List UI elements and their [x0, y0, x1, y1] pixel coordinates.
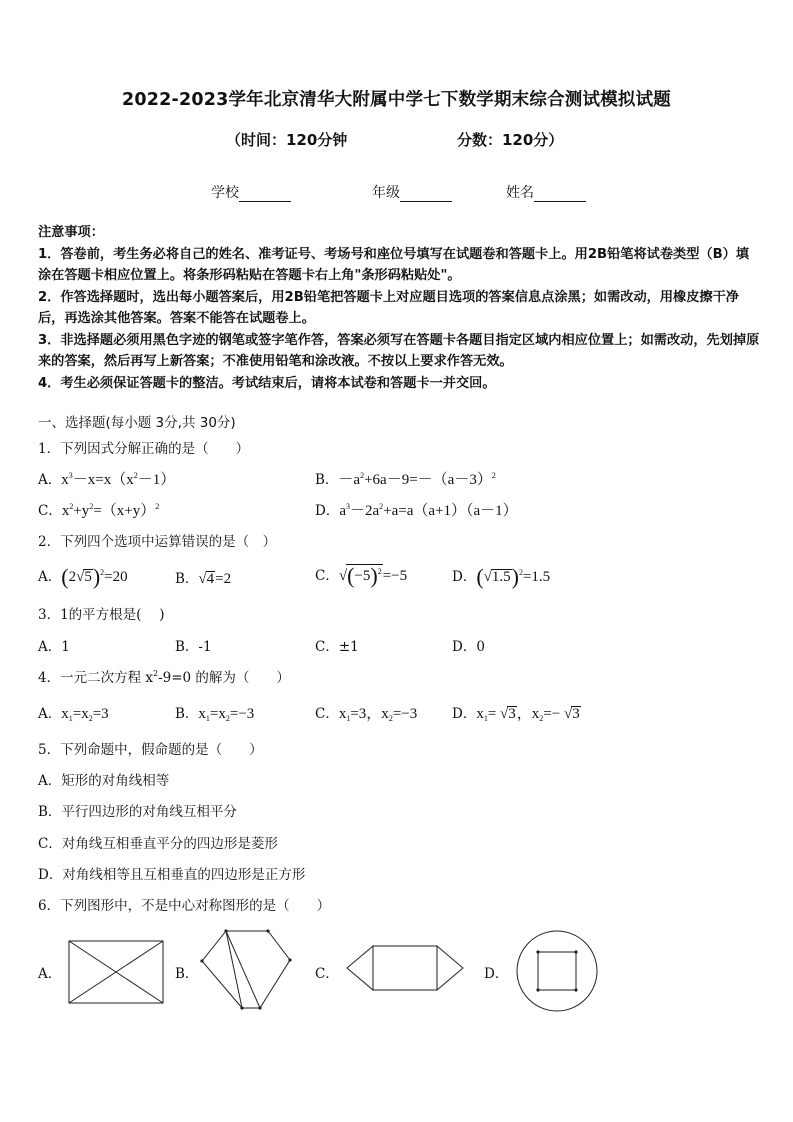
exam-time: （时间：120分钟 [226, 131, 348, 149]
q6-option-a-label: A． [38, 966, 62, 982]
q5-option-a: A．矩形的对角线相等 [38, 773, 170, 789]
figure-pentagon-fan [198, 928, 294, 1012]
q1-stem: 1．下列因式分解正确的是（ ） [38, 441, 250, 457]
q5-stem: 5．下列命题中，假命题的是（ ） [38, 742, 263, 758]
q5-option-c: C．对角线互相垂直平分的四边形是菱形 [38, 836, 278, 852]
school-blank [239, 187, 291, 202]
q4-option-c: C．$x_1=3$，$x_2=-3$ [315, 706, 418, 723]
q1-option-d: D．$a^3-2a^2+a=a(a+1)(a-1)$ [315, 502, 518, 519]
name-field [506, 182, 586, 202]
q6-option-b-label: B． [175, 966, 199, 982]
q2-stem: 2．下列四个选项中运算错误的是（ ） [38, 534, 277, 550]
q3-option-d: D．0 [452, 639, 485, 655]
section-heading: 一、选择题(每小题 3分,共 30分) [38, 415, 236, 431]
q3-option-b: B．-1 [175, 639, 212, 655]
q3-stem: 3．1的平方根是( ) [38, 607, 165, 623]
exam-title: 2022-2023学年北京清华大附属中学七下数学期末综合测试模拟试题 [122, 90, 671, 110]
notice-block [38, 222, 760, 394]
q6-option-d-label: D． [484, 966, 509, 982]
q5-option-d: D．对角线相等且互相垂直的四边形是正方形 [38, 867, 306, 883]
grade-blank [400, 187, 452, 202]
q1-option-a: A．$x^3-x=x(x^2-1)$ [38, 471, 176, 488]
q2-option-a: A．$(2√5)^2=20$ [38, 564, 128, 589]
name-blank [534, 187, 586, 202]
figure-rectangle-diagonals [66, 938, 166, 1006]
figure-rectangle-triangles [343, 940, 467, 996]
q3-option-c: C．±1 [315, 639, 359, 655]
name-label: 姓名 [506, 185, 534, 201]
q3-option-a: A．1 [38, 639, 70, 655]
notice-item-1: 1．答卷前，考生务必将自己的姓名、准考证号、考场号和座位号填写在试题卷和答题卡上。用2B铅笔将试卷类型（B）填涂在答题卡相应位置上。将条形码粘贴在答题卡右上角"条形码粘贴处"。 [38, 246, 750, 283]
q4-option-b: B．$x_1=x_2=-3$ [175, 706, 255, 723]
exam-score: 分数：120分） [457, 131, 564, 149]
notice-item-2: 2．作答选择题时，选出每小题答案后，用2B铅笔把答题卡上对应题目选项的答案信息点涂黑；如需改动，用橡皮擦干净后，再选涂其他答案。答案不能答在试题卷上。 [38, 289, 739, 326]
q1-option-c: C．$x^2+y^2=(x+y)^2$ [38, 502, 160, 519]
q4-option-a: A．$x_1=x_2=3$ [38, 706, 109, 723]
school-label: 学校 [211, 185, 239, 201]
q2-option-b: B．√4=2 [175, 571, 232, 587]
q5-option-b: B．平行四边形的对角线互相平分 [38, 804, 237, 820]
q4-option-d: D．$x_1= √3$，$x_2=- √3$ [452, 706, 580, 723]
q6-option-c-label: C． [315, 966, 339, 982]
notice-item-4: 4．考生必须保证答题卡的整洁。考试结束后，请将本试卷和答题卡一并交回。 [38, 375, 496, 391]
school-field [211, 182, 291, 202]
q2-option-d: D．$(√1.5)^2=1.5$ [452, 564, 551, 589]
figure-circle-square [512, 928, 602, 1014]
grade-field [372, 182, 452, 202]
q6-stem: 6．下列图形中，不是中心对称图形的是（ ） [38, 898, 331, 914]
notice-item-3: 3．非选择题必须用黑色字迹的钢笔或签字笔作答，答案必须写在答题卡各题目指定区域内相应位置上；如需改动，先划掉原来的答案，然后再写上新答案；不准使用铅笔和涂改液。不按以上要求作答无效。 [38, 332, 760, 369]
q1-option-b: B．$-a^2+6a-9=-(a-3)^2$ [315, 471, 496, 488]
notice-heading: 注意事项： [38, 225, 104, 240]
q2-option-c: C．$√(-5)^2=-5$ [315, 563, 408, 588]
q4-stem: 4．一元二次方程 $x^2-9=0$ 的解为（ ） [38, 669, 290, 686]
grade-label: 年级 [372, 185, 400, 201]
